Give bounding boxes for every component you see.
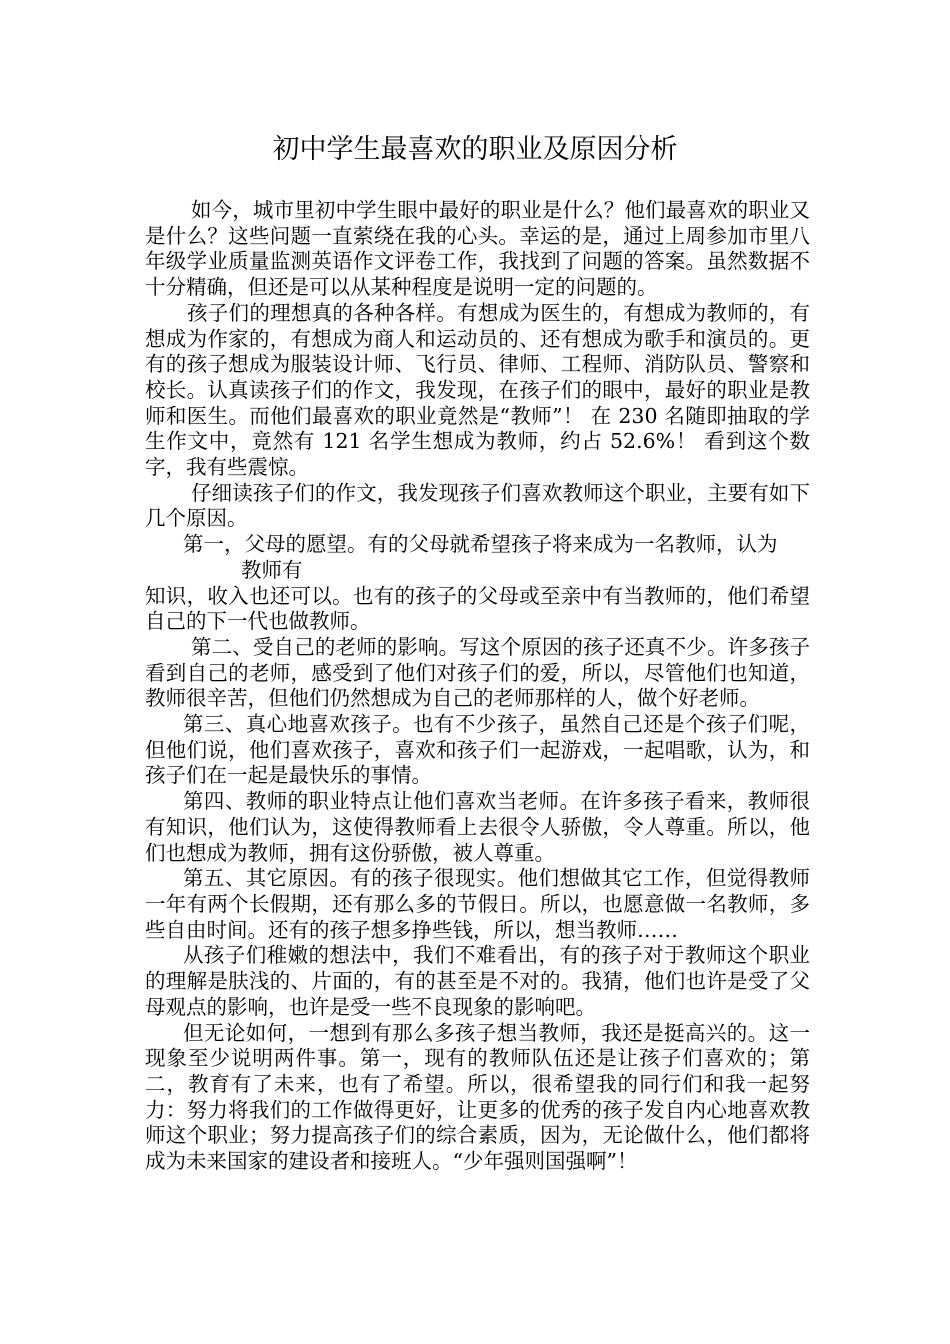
paragraph-analysis: 从孩子们稚嫩的想法中，我们不难看出，有的孩子对于教师这个职业的理解是肤浅的、片面的，有的甚至是不对的。我猜，他们也许是受了父母观点的影响，也许是受一些不良现象的影响吧。: [145, 943, 810, 1019]
paragraph-reasons-intro: 仔细读孩子们的作文，我发现孩子们喜欢教师这个职业，主要有如下几个原因。: [145, 480, 810, 531]
document-title: 初中学生最喜欢的职业及原因分析: [272, 134, 678, 165]
paragraph-reason-3: 第三、真心地喜欢孩子。也有不少孩子，虽然自己还是个孩子们呢，但他们说，他们喜欢孩子，喜欢和孩子们一起游戏，一起唱歌，认为，和孩子们在一起是最快乐的事情。: [145, 712, 810, 788]
paragraph-intro: 如今，城市里初中学生眼中最好的职业是什么？他们最喜欢的职业又是什么？这些问题一直萦绕在我的心头。幸运的是，通过上周参加市里八年级学业质量监测英语作文评卷工作，我找到了问题的答案。虽然数据不十分精确，但还是可以从某种程度是说明一定的问题的。: [145, 198, 810, 300]
paragraph-reason-1: 第一，父母的愿望。有的父母就希望孩子将来成为一名教师，认为: [183, 532, 778, 557]
paragraph-reason-4: 第四、教师的职业特点让他们喜欢当老师。在许多孩子看来，教师很有知识，他们认为，这使得教师看上去很令人骄傲，令人尊重。所以，他们也想成为教师，拥有这份骄傲，被人尊重。: [145, 789, 810, 865]
paragraph-reason-1-cont: 知识，收入也还可以。也有的孩子的父母或至亲中有当教师的，他们希望自己的下一代也做教师。: [145, 583, 810, 634]
paragraph-conclusion: 但无论如何，一想到有那么多孩子想当教师，我还是挺高兴的。这一现象至少说明两件事。第一，现有的教师队伍还是让孩子们喜欢的；第二，教育有了未来，也有了希望。所以，很希望我的同行们和我一起努力：努力将我们的工作做得更好，让更多的优秀的孩子发自内心地喜欢教师这个职业；努力提高孩子们的综合素质，因为，无论做什么，他们都将成为未来国家的建设者和接班人。“少年强则国强啊”！: [145, 1020, 810, 1174]
paragraph-ideals: 孩子们的理想真的各种各样。有想成为医生的，有想成为教师的，有想成为作家的，有想成为商人和运动员的、还有想成为歌手和演员的。更有的孩子想成为服装设计师、飞行员、律师、工程师、消防队员、警察和校长。认真读孩子们的作文，我发现，在孩子们的眼中，最好的职业是教师和医生。而他们最喜欢的职业竟然是“教师”！ 在 230 名随即抽取的学生作文中，竟然有 121 名学生想成为教师，约占 52.6%！ 看到这个数字，我有些震惊。: [145, 300, 810, 480]
paragraph-reason-5: 第五、其它原因。有的孩子很现实。他们想做其它工作，但觉得教师一年有两个长假期，还有那么多的节假日。所以，也愿意做一名教师，多些自由时间。还有的孩子想多挣些钱，所以，想当教师……: [145, 866, 810, 942]
document-body: [145, 198, 810, 1175]
paragraph-reason-1-fragment: 教师有: [241, 557, 303, 582]
paragraph-reason-2: 第二、受自己的老师的影响。写这个原因的孩子还真不少。许多孩子看到自己的老师，感受到了他们对孩子们的爱，所以，尽管他们也知道，教师很辛苦，但他们仍然想成为自己的老师那样的人，做个好老师。: [145, 634, 810, 711]
